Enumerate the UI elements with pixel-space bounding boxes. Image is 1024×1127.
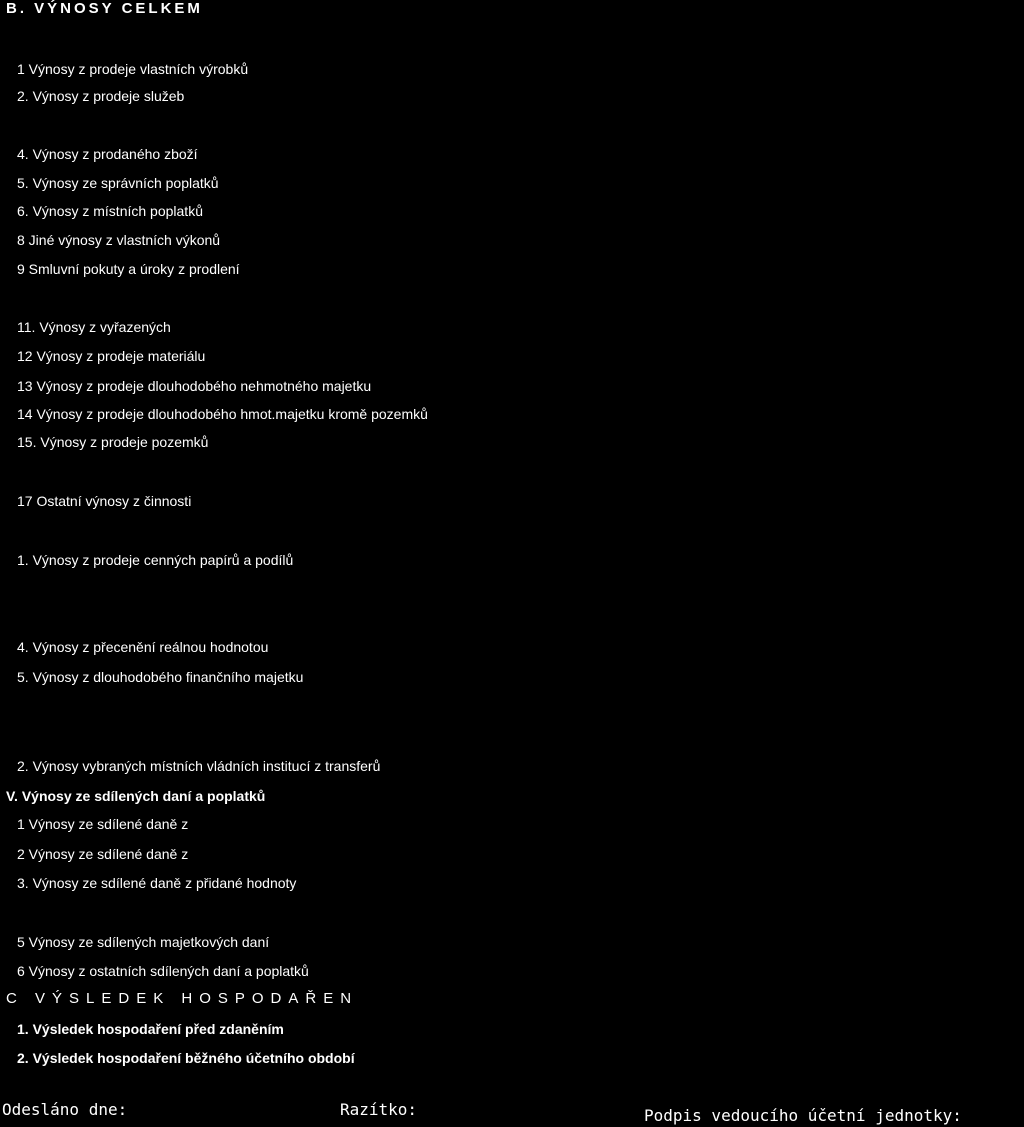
transfer-item-2: 2. Výnosy vybraných místních vládních institucí z transferů (17, 758, 381, 774)
item-5: 5. Výnosy ze správních poplatků (17, 175, 219, 191)
section-v-item-3: 3. Výnosy ze sdílené daně z přidané hodnoty (17, 875, 297, 891)
item-4: 4. Výnosy z prodaného zboží (17, 146, 198, 162)
item-6: 6. Výnosy z místních poplatků (17, 203, 203, 219)
section-v-title: V. Výnosy ze sdílených daní a poplatků (6, 788, 266, 804)
item-8: 8 Jiné výnosy z vlastních výkonů (17, 232, 221, 248)
item-2: 2. Výnosy z prodeje služeb (17, 88, 185, 104)
section-v-item-5: 5 Výnosy ze sdílených majetkových daní (17, 934, 270, 950)
item-14: 14 Výnosy z prodeje dlouhodobého hmot.majetku kromě pozemků (17, 406, 428, 422)
item-1: 1 Výnosy z prodeje vlastních výrobků (17, 61, 249, 77)
footer-signature-label: Podpis vedoucího účetní jednotky: (644, 1106, 962, 1125)
item-13: 13 Výnosy z prodeje dlouhodobého nehmotného majetku (17, 378, 372, 394)
financial-item-5: 5. Výnosy z dlouhodobého finančního majetku (17, 669, 304, 685)
footer-stamp-label: Razítko: (340, 1100, 418, 1119)
section-c-item-1: 1. Výsledek hospodaření před zdaněním (17, 1021, 284, 1037)
section-b-title: B. VÝNOSY CELKEM (6, 0, 203, 17)
section-c-item-2: 2. Výsledek hospodaření běžného účetního období (17, 1050, 355, 1066)
financial-item-4: 4. Výnosy z přecenění reálnou hodnotou (17, 639, 269, 655)
section-c-title: C VÝSLEDEK HOSPODAŘEN (6, 990, 359, 1007)
section-v-item-6: 6 Výnosy z ostatních sdílených daní a poplatků (17, 963, 309, 979)
item-9: 9 Smluvní pokuty a úroky z prodlení (17, 261, 240, 277)
financial-item-1: 1. Výnosy z prodeje cenných papírů a podílů (17, 552, 294, 568)
footer-sent-label: Odesláno dne: (2, 1100, 128, 1119)
item-15: 15. Výnosy z prodeje pozemků (17, 434, 209, 450)
section-v-item-1: 1 Výnosy ze sdílené daně z (17, 816, 189, 832)
item-17: 17 Ostatní výnosy z činnosti (17, 493, 192, 509)
item-12: 12 Výnosy z prodeje materiálu (17, 348, 206, 364)
section-v-item-2: 2 Výnosy ze sdílené daně z (17, 846, 189, 862)
item-11: 11. Výnosy z vyřazených (17, 319, 171, 335)
